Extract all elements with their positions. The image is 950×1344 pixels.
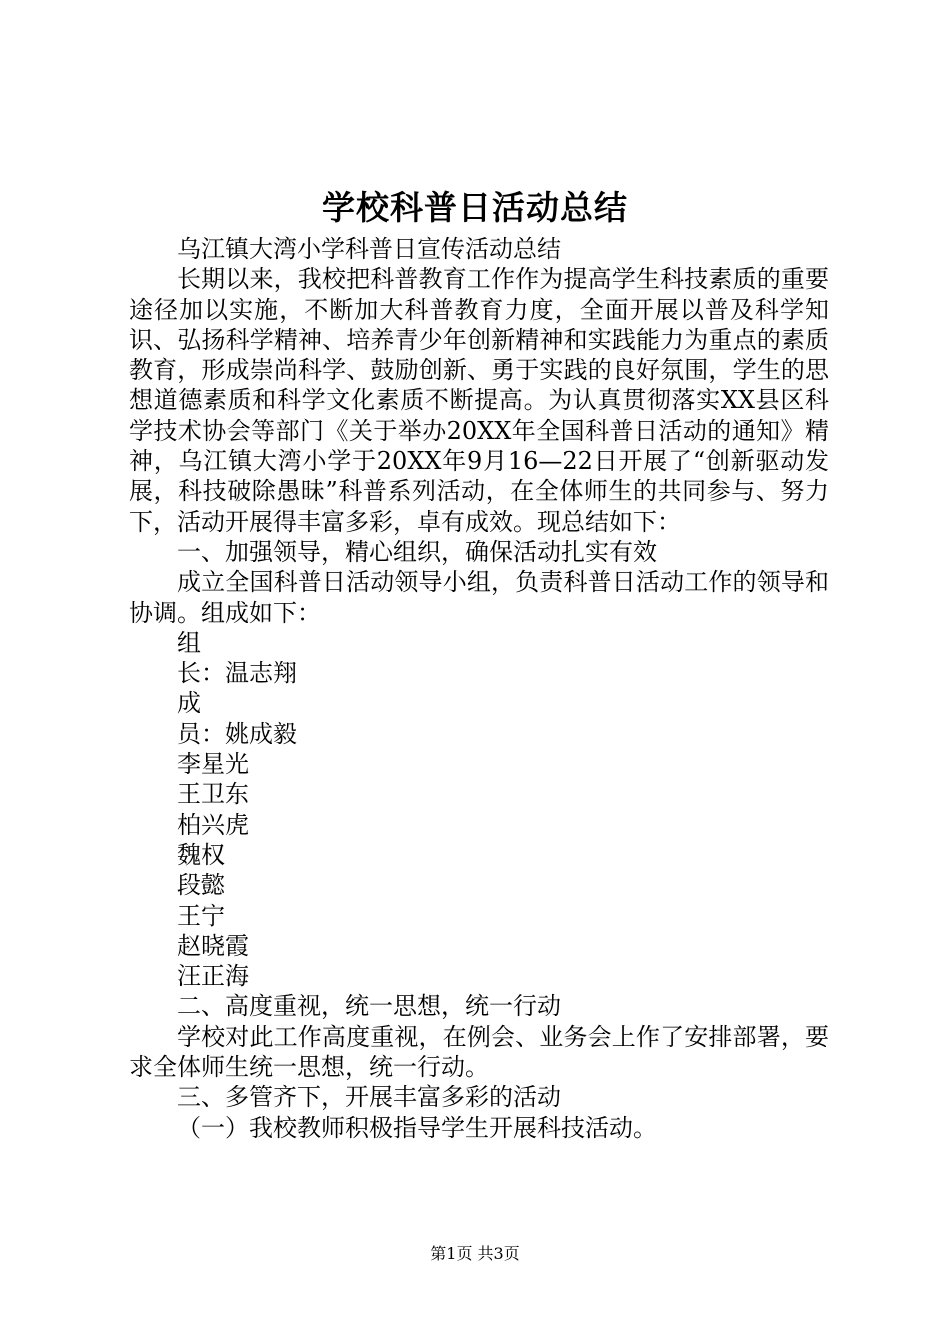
- member-line: 王宁: [177, 901, 225, 930]
- member-line: 成: [177, 689, 201, 718]
- heading-section-2: 二、高度重视，统一思想，统一行动: [177, 992, 561, 1021]
- paragraph-section-2: 学校对此工作高度重视，在例会、业务会上作了安排部署，要求全体师生统一思想，统一行动。: [129, 1022, 829, 1082]
- page-footer: 第1页 共3页: [430, 1244, 520, 1263]
- document-title: 学校科普日活动总结: [322, 188, 628, 227]
- member-line: 长：温志翔: [177, 659, 297, 688]
- heading-section-3: 三、多管齐下，开展丰富多彩的活动: [177, 1083, 561, 1112]
- member-line: 柏兴虎: [177, 810, 249, 839]
- document-body: [129, 234, 829, 1143]
- member-line: 组: [177, 628, 201, 657]
- member-line: 员：姚成毅: [177, 719, 297, 748]
- paragraph-section-1: 成立全国科普日活动领导小组，负责科普日活动工作的领导和协调。组成如下：: [129, 568, 829, 627]
- member-line: 段懿: [177, 871, 225, 900]
- paragraph-subtitle: 乌江镇大湾小学科普日宣传活动总结: [177, 235, 561, 263]
- member-line: 李星光: [177, 750, 249, 779]
- member-line: 王卫东: [177, 780, 249, 809]
- heading-section-1: 一、加强领导，精心组织，确保活动扎实有效: [177, 537, 657, 566]
- paragraph-section-3-1: （一）我校教师积极指导学生开展科技活动。: [177, 1113, 657, 1142]
- paragraph-intro: 长期以来，我校把科普教育工作作为提高学生科技素质的重要途径加以实施，不断加大科普教育力度，全面开展以普及科学知识、弘扬科学精神、培养青少年创新精神和实践能力为重点的素质教育，形成崇尚科学、鼓励创新、勇于实践的良好氛围，学生的思想道德素质和科学文化素质不断提高。为认真贯彻落实XX县区科学技术协会等部门《关于举办20XX年全国科普日活动的通知》精神，乌江镇大湾小学于20XX年9月16—22日开展了“创新驱动发展，科技破除愚昧”科普系列活动，在全体师生的共同参与、努力下，活动开展得丰富多彩，卓有成效。现总结如下：: [129, 265, 829, 536]
- member-line: 汪正海: [177, 962, 249, 991]
- member-line: 赵晓霞: [177, 931, 249, 960]
- member-line: 魏权: [177, 840, 225, 869]
